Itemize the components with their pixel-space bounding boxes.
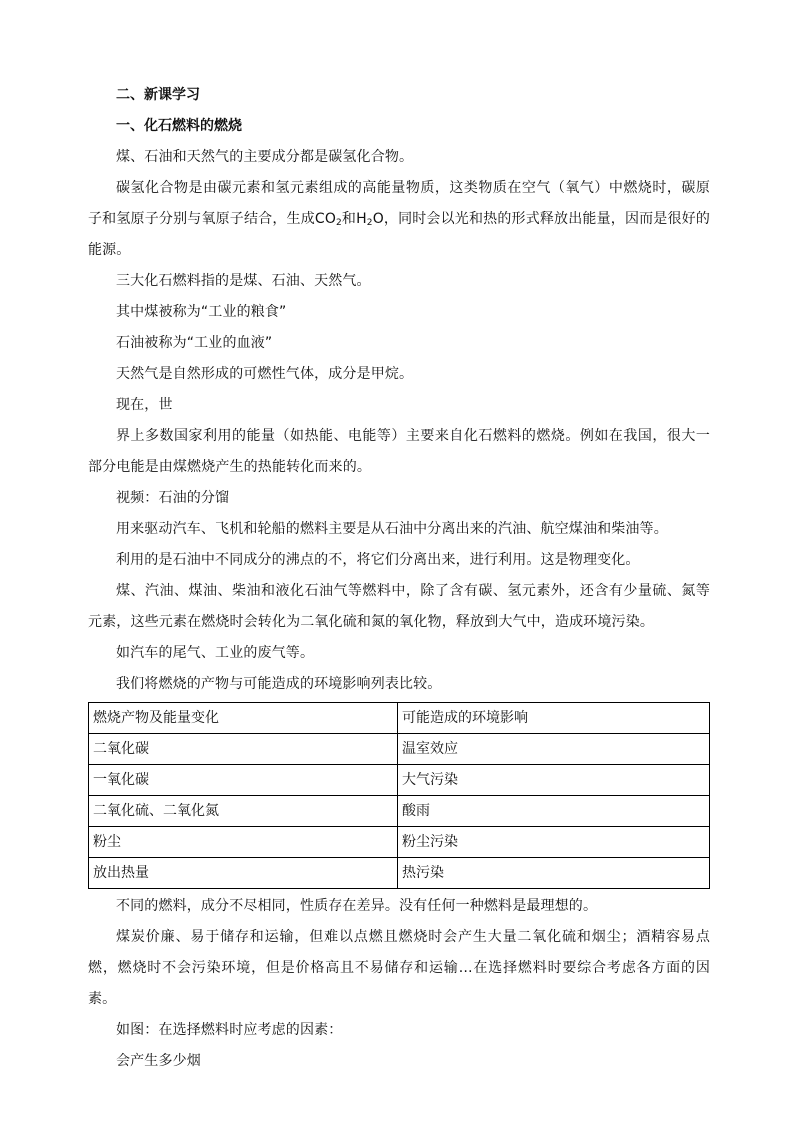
paragraph: 如汽车的尾气、工业的废气等。: [116, 645, 315, 661]
table-row: [89, 858, 710, 889]
table-cell: 酸雨: [398, 796, 710, 827]
document-page: [88, 80, 710, 1077]
subsection-title: 一、化石燃料的燃烧: [116, 118, 242, 134]
paragraph: 煤炭价廉、易于储存和运输，但难以点燃且燃烧时会产生大量二氧化硫和烟尘；酒精容易点燃，燃烧时不会污染环境，但是价格高且不易储存和运输…在选择燃料时要综合考虑各方面的因素。: [88, 929, 710, 1007]
table-row: [89, 796, 710, 827]
paragraph: 不同的燃料，成分不尽相同，性质存在差异。没有任何一种燃料是最理想的。: [116, 898, 598, 914]
table-cell: 热污染: [398, 858, 710, 889]
table-row: [89, 765, 710, 796]
paragraph: 利用的是石油中不同成分的沸点的不，将它们分离出来，进行利用。这是物理变化。: [116, 552, 640, 568]
section-title: 二、新课学习: [116, 87, 200, 103]
table-cell: 粉尘: [89, 827, 398, 858]
paragraph: 用来驱动汽车、飞机和轮船的燃料主要是从石油中分离出来的汽油、航空煤油和柴油等。: [116, 521, 668, 537]
paragraph-hydrocarbon: 碳氢化合物是由碳元素和氢元素组成的高能量物质，这类物质在空气（氧气）中燃烧时，碳原子和氢原子分别与氧原子结合，生成$CO_2$和$H_2O$，同时会以光和热的形式释放出能量，因而是很好的能源。: [88, 180, 711, 258]
paragraph-text: 碳氢化合物是由碳元素和氢元素组成的高能量物质，这类物质在空气（氧气）中燃烧时，碳原子和氢原子分别与氧原子结合，生成: [88, 180, 710, 227]
impact-table: [88, 702, 710, 889]
paragraph: 煤、石油和天然气的主要成分都是碳氢化合物。: [116, 149, 414, 165]
paragraph: 天然气是自然形成的可燃性气体，成分是甲烷。: [116, 366, 414, 382]
table-row: [89, 827, 710, 858]
paragraph: 煤、汽油、煤油、柴油和液化石油气等燃料中，除了含有碳、氢元素外，还含有少量硫、氮等元素，这些元素在燃烧时会转化为二氧化硫和氮的氧化物，释放到大气中，造成环境污染。: [88, 583, 710, 630]
formula-co2: $CO_2$: [314, 211, 342, 228]
table-cell: 大气污染: [398, 765, 710, 796]
paragraph: 如图：在选择燃料时应考虑的因素：: [116, 1022, 343, 1038]
paragraph: 我们将燃烧的产物与可能造成的环境影响列表比较。: [116, 676, 442, 692]
table-header-cell: 可能造成的环境影响: [398, 703, 710, 734]
table-cell: 温室效应: [398, 734, 710, 765]
paragraph: 界上多数国家利用的能量（如热能、电能等）主要来自化石燃料的燃烧。例如在我国，很大一部分电能是由煤燃烧产生的热能转化而来的。: [88, 428, 710, 475]
paragraph: 视频：石油的分馏: [116, 490, 230, 506]
paragraph: 现在，世: [116, 397, 173, 413]
table-row: [89, 734, 710, 765]
paragraph: 石油被称为“工业的血液”: [116, 335, 273, 351]
table-header-row: [89, 703, 710, 734]
post-table-content: [88, 891, 710, 1077]
table-cell: 放出热量: [89, 858, 398, 889]
paragraph: 会产生多少烟: [116, 1053, 201, 1069]
paragraph: 其中煤被称为“工业的粮食”: [116, 304, 287, 320]
formula-h2o: $H_2O$: [356, 211, 384, 228]
table-cell: 粉尘污染: [398, 827, 710, 858]
table-header-cell: 燃烧产物及能量变化: [89, 703, 398, 734]
table-cell: 一氧化碳: [89, 765, 398, 796]
paragraph-text: ，同时会以光和热的形式释放出能量，因而是很好的能源。: [88, 211, 711, 258]
table-cell: 二氧化碳: [89, 734, 398, 765]
paragraph: 三大化石燃料指的是煤、石油、天然气。: [116, 273, 371, 289]
table-cell: 二氧化硫、二氧化氮: [89, 796, 398, 827]
